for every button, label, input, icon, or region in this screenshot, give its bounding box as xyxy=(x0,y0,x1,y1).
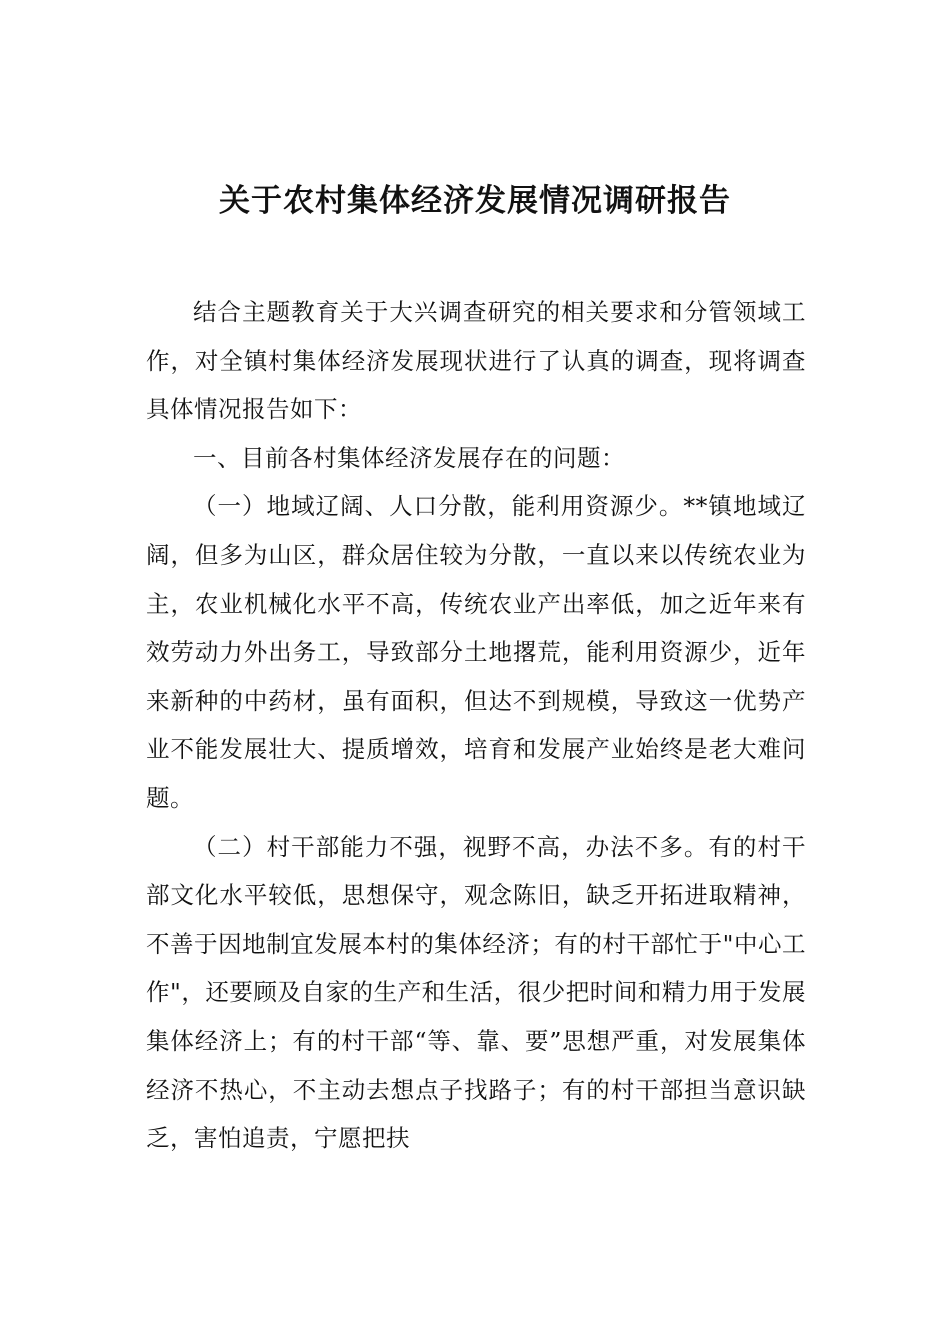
intro-paragraph: 结合主题教育关于大兴调查研究的相关要求和分管领域工作，对全镇村集体经济发展现状进行了认真的调查，现将调查具体情况报告如下： xyxy=(146,298,806,424)
document-body xyxy=(146,288,806,1163)
problem-paragraph-1: （一）地域辽阔、人口分散，能利用资源少。**镇地域辽阔，但多为山区，群众居住较为分散，一直以来以传统农业为主，农业机械化水平不高，传统农业产出率低，加之近年来有效劳动力外出务工，导致部分土地撂荒，能利用资源少，近年来新种的中药材，虽有面积，但达不到规模，导致这一优势产业不能发展壮大、提质增效，培育和发展产业始终是老大难问题。 xyxy=(146,492,806,812)
section-heading-problems: 一、目前各村集体经济发展存在的问题： xyxy=(193,443,625,472)
problem-paragraph-2: （二）村干部能力不强，视野不高，办法不多。有的村干部文化水平较低，思想保守，观念陈旧，缺乏开拓进取精神，不善于因地制宜发展本村的集体经济；有的村干部忙于"中心工作"，还要顾及自家的生产和生活，很少把时间和精力用于发展集体经济上；有的村干部“等、靠、要”思想严重，对发展集体经济不热心，不主动去想点子找路子；有的村干部担当意识缺乏，害怕追责，宁愿把扶 xyxy=(146,832,806,1153)
document-title: 关于农村集体经济发展情况调研报告 xyxy=(219,182,731,219)
